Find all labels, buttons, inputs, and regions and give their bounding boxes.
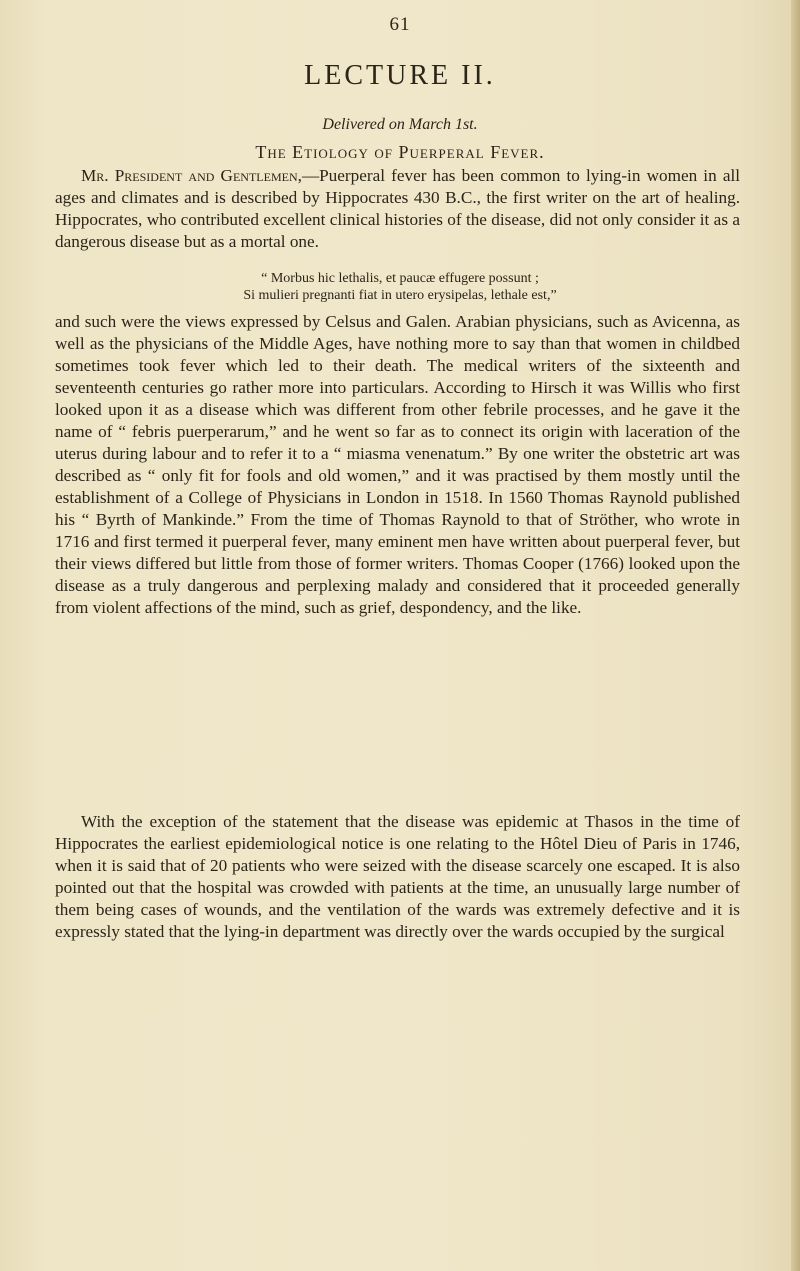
paragraph-1 [55,165,740,253]
paragraph-2: and such were the views expressed by Celsus and Galen. Arabian physicians, such as Avicenna, as well as the physicians of the Middle Ages, have nothing more to say than that women in childbed sometimes took fever which led to their death. The medical writers of the sixteenth and seventeenth centuries go rather more into particulars. According to Hirsch it was Willis who first looked upon it as a disease which was different from other febrile processes, and he gave it the name of “ febris puerperarum,” and he went so far as to connect its origin with laceration of the uterus during labour and to refer it to a “ miasma venenatum.” By one writer the obstetric art was described as “ only fit for fools and old women,” and it was practised by them mostly until the establishment of a College of Physicians in London in 1518. In 1560 Thomas Raynold published his “ Byrth of Mankinde.” From the time of Thomas Raynold to that of Ströther, who wrote in 1716 and first termed it puerperal fever, many eminent men have written about puerperal fever, but their views differed but little from those of former writers. Thomas Cooper (1766) looked upon the disease as a truly dangerous and perplexing malady and considered that it proceeded generally from violent affections of the mind, such as grief, despondency, and the like. [55,312,740,617]
page-edge [791,0,800,1271]
page-number: 61 [389,14,411,35]
lecture-subject: The Etiology of Puerperal Fever. [255,142,545,162]
salutation: Mr. President and Gentlemen, [81,166,302,185]
latin-quote-line-1: “ Morbus hic lethalis, et paucæ effugere possunt ; [261,271,539,286]
lecture-title: LECTURE II. [304,60,496,91]
paragraph-1-text: —Puerperal fever has been common to lying-in women in all ages and climates and is described by Hippocrates 430 B.C., the first writer on the art of healing. Hippocrates, who contributed excellent clinical histories of the disease, did not only consider it as a dangerous disease but as a mortal one. [55,166,740,251]
latin-quote-line-2: Si mulieri pregnanti fiat in utero erysipelas, lethale est,” [243,288,557,303]
delivery-date: Delivered on March 1st. [322,116,478,133]
paragraph-3: With the exception of the statement that the disease was epidemic at Thasos in the time of Hippocrates the earliest epidemiological notice is one relating to the Hôtel Dieu of Paris in 1746, when it is said that of 20 patients who were seized with the disease scarcely one escaped. It is also pointed out that the hospital was crowded with patients at the time, an unusually large number of them being cases of wounds, and the ventilation of the wards was extremely defective and it is expressly stated that the lying-in department was directly over the wards occupied by the surgical [55,812,740,941]
